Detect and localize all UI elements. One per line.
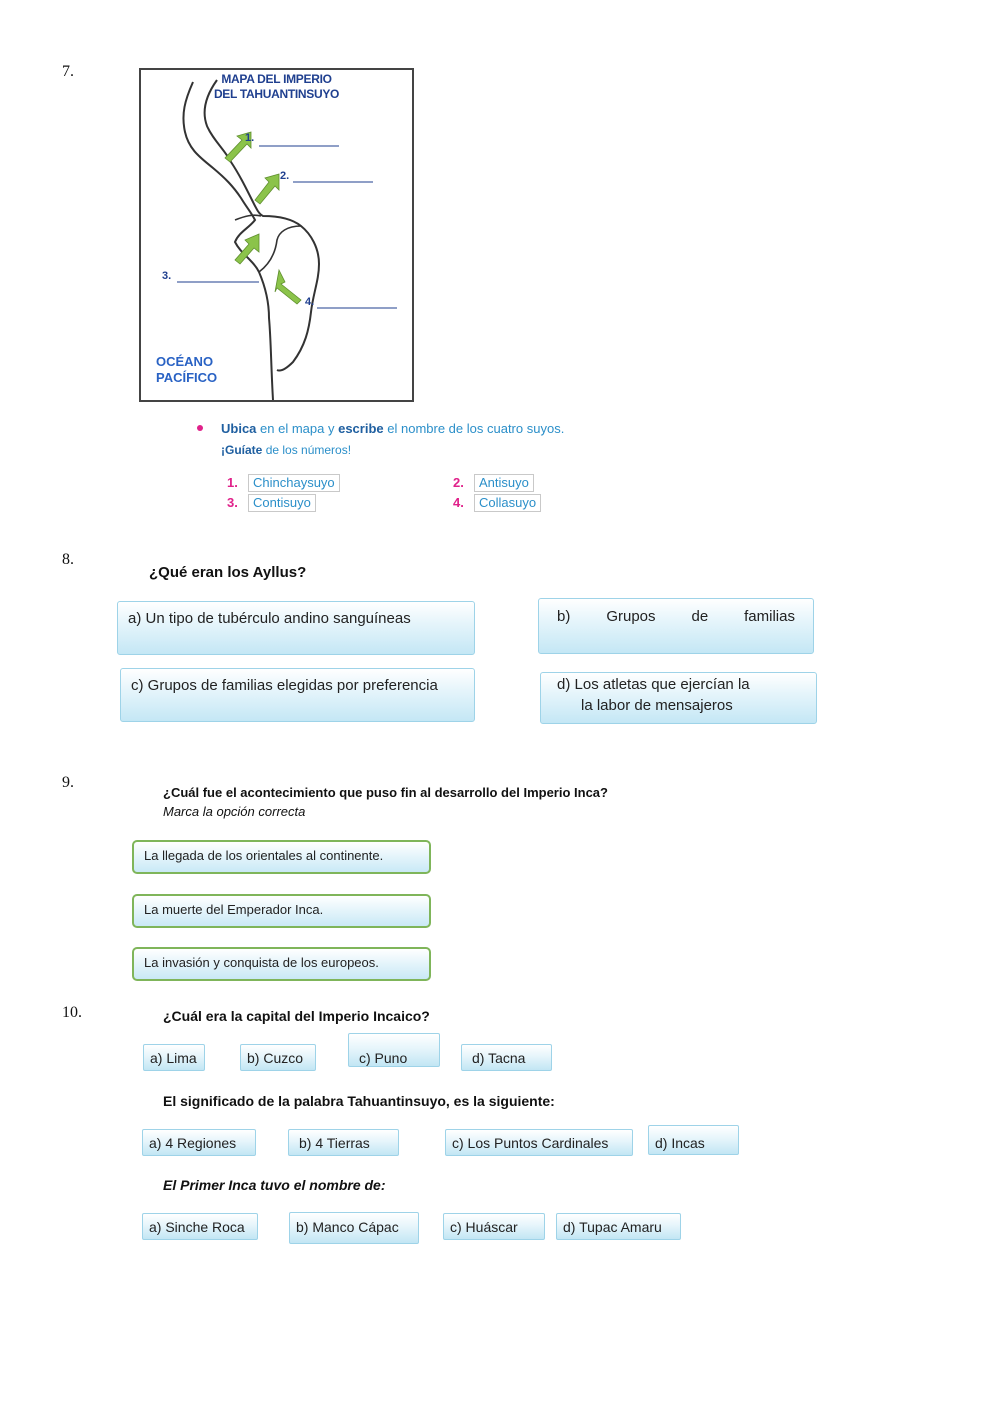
answer-9-option-3[interactable]: La invasión y conquista de los europeos. [132, 947, 431, 981]
meaning-option-c[interactable]: c) Los Puntos Cardinales [445, 1129, 633, 1156]
first-inca-option-a[interactable]: a) Sinche Roca [142, 1213, 258, 1240]
question-10-part2-text: El significado de la palabra Tahuantinsuyo, es la siguiente: [163, 1093, 555, 1109]
instruction-text3: de los números! [265, 443, 352, 457]
suyo-option-1[interactable]: Chinchaysuyo [248, 474, 340, 492]
question-9-subtext: Marca la opción correcta [163, 804, 306, 819]
question-10-part3-text: El Primer Inca tuvo el nombre de: [163, 1177, 386, 1193]
answer-9-option-1[interactable]: La llegada de los orientales al continente. [132, 840, 431, 874]
question-number-10: 10. [62, 1004, 82, 1021]
first-inca-option-c[interactable]: c) Huáscar [443, 1213, 545, 1240]
answer-8d-line2: la labor de mensajeros [581, 697, 733, 714]
instruction-line2 [221, 443, 351, 457]
map-title-line1: MAPA DEL IMPERIO [221, 72, 332, 86]
capital-option-c[interactable]: c) Puno [348, 1033, 440, 1067]
question-number-7: 7. [62, 63, 74, 80]
capital-option-a[interactable]: a) Lima [143, 1044, 205, 1071]
capital-option-b[interactable]: b) Cuzco [240, 1044, 316, 1071]
arrow-4-icon [275, 270, 301, 304]
bullet-icon [197, 425, 203, 431]
meaning-option-a[interactable]: a) 4 Regiones [142, 1129, 256, 1156]
question-10-part1-text: ¿Cuál era la capital del Imperio Incaico? [163, 1008, 430, 1024]
answer-8a[interactable]: a) Un tipo de tubérculo andino sanguíneas [117, 601, 475, 655]
coastline-path [183, 82, 273, 400]
answer-8b-row [557, 606, 795, 627]
question-number-8: 8. [62, 551, 74, 568]
suyo-number-2: 2. [453, 475, 464, 490]
suyo-number-1: 1. [227, 475, 238, 490]
answer-8b-word2: de [691, 608, 709, 625]
instruction-verb-escribe: escribe [338, 421, 384, 436]
ocean-label-line1: OCÉANO [156, 354, 214, 369]
answer-8b-word1: Grupos [606, 608, 656, 625]
question-number-9: 9. [62, 774, 74, 791]
answer-8b-letter: b) [557, 608, 571, 625]
answer-8d-line1: d) Los atletas que ejercían la [557, 676, 750, 693]
map-title-line2: DEL TAHUANTINSUYO [213, 87, 340, 101]
arrow-2-icon [255, 174, 279, 204]
ocean-label-line2: PACÍFICO [156, 370, 218, 385]
map-label-3: 3. [162, 270, 172, 282]
answer-8d[interactable] [540, 672, 817, 724]
first-inca-option-d[interactable]: d) Tupac Amaru [556, 1213, 681, 1240]
suyo-option-3[interactable]: Contisuyo [248, 494, 316, 512]
instruction-verb-guiate: ¡Guíate [221, 443, 263, 457]
instruction-text1: en el mapa y [260, 421, 335, 436]
suyo-option-4[interactable]: Collasuyo [474, 494, 541, 512]
instruction-line1 [221, 421, 564, 436]
instruction-verb-ubica: Ubica [221, 421, 257, 436]
answer-8b-word3: familias [744, 608, 795, 625]
eastern-border-path [205, 80, 319, 371]
question-8-text: ¿Qué eran los Ayllus? [149, 564, 307, 581]
suyo-number-4: 4. [453, 495, 464, 510]
answer-8b[interactable] [538, 598, 814, 654]
suyo-option-2[interactable]: Antisuyo [474, 474, 534, 492]
ocean-label [156, 354, 217, 386]
answer-8c[interactable]: c) Grupos de familias elegidas por preferencia [120, 668, 475, 722]
map-label-4: 4. [305, 296, 315, 308]
question-9-text: ¿Cuál fue el acontecimiento que puso fin al desarrollo del Imperio Inca? [163, 785, 608, 800]
map-label-2: 2. [280, 170, 290, 182]
capital-option-d[interactable]: d) Tacna [461, 1044, 552, 1071]
answer-9-option-2[interactable]: La muerte del Emperador Inca. [132, 894, 431, 928]
suyo-number-3: 3. [227, 495, 238, 510]
map-drawing [141, 70, 412, 400]
meaning-option-b[interactable]: b) 4 Tierras [288, 1129, 399, 1156]
map-label-1: 1. [245, 132, 255, 144]
meaning-option-d[interactable]: d) Incas [648, 1125, 739, 1155]
inner-border-path [235, 215, 301, 272]
tahuantinsuyo-map [139, 68, 414, 402]
instruction-text2: el nombre de los cuatro suyos. [387, 421, 565, 436]
first-inca-option-b[interactable]: b) Manco Cápac [289, 1212, 419, 1244]
